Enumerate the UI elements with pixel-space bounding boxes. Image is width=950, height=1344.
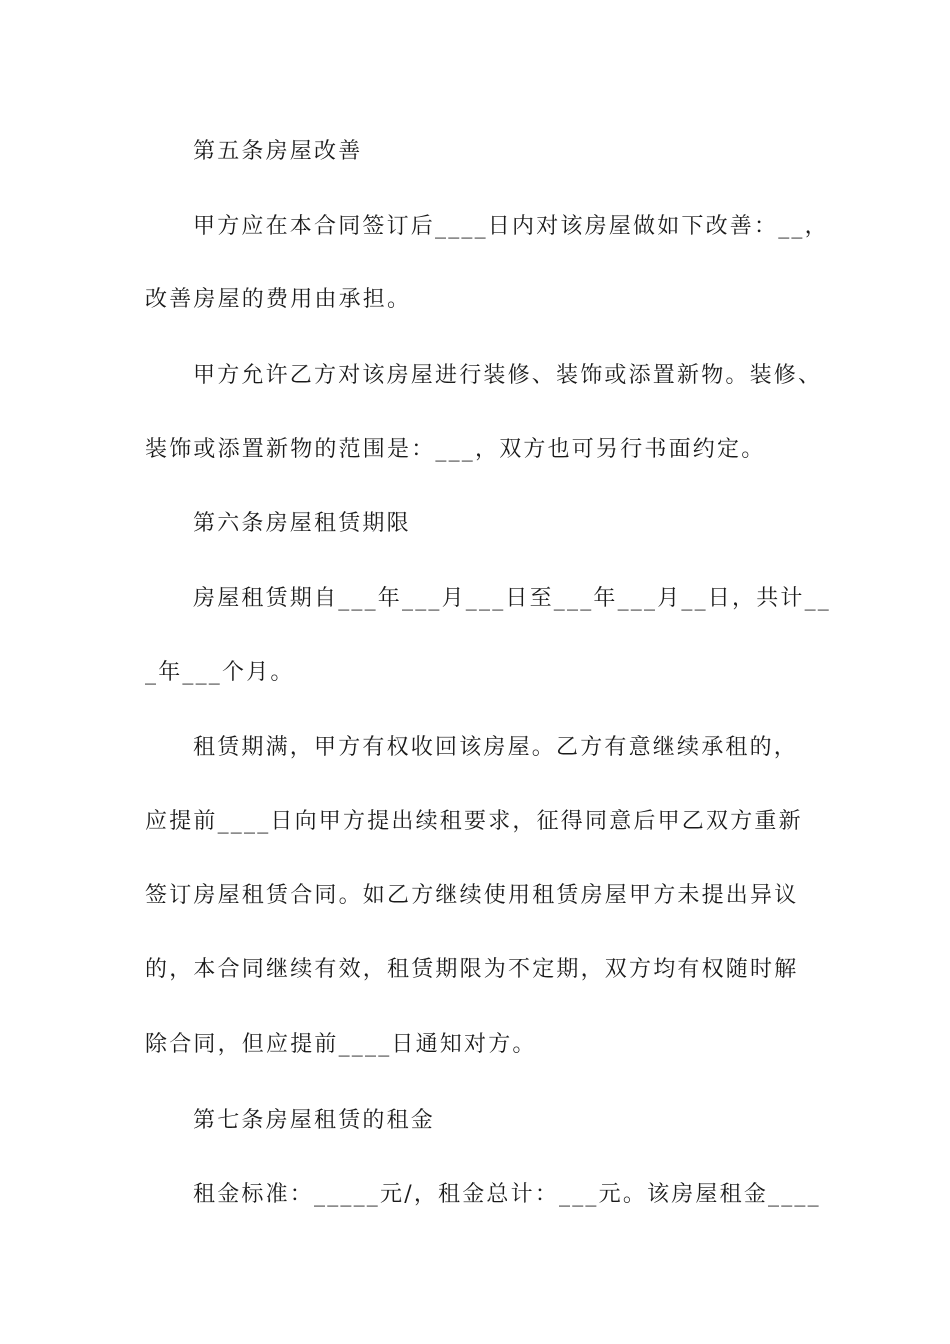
section-heading-5: 第五条房屋改善 (193, 139, 363, 164)
paragraph-line: 改善房屋的费用由承担。 (145, 287, 412, 312)
section-heading-6: 第六条房屋租赁期限 (193, 511, 411, 536)
paragraph-line: 租金标准：_____元/，租金总计：___元。该房屋租金____ (193, 1182, 821, 1207)
paragraph-line: 甲方允许乙方对该房屋进行装修、装饰或添置新物。装修、 (193, 363, 823, 388)
paragraph-line: 租赁期满，甲方有权收回该房屋。乙方有意继续承租的， (193, 735, 799, 760)
paragraph-line: 装饰或添置新物的范围是：___，双方也可另行书面约定。 (145, 437, 766, 462)
paragraph-line: 签订房屋租赁合同。如乙方继续使用租赁房屋甲方未提出异议 (145, 883, 799, 908)
paragraph-line: 应提前____日向甲方提出续租要求，征得同意后甲乙双方重新 (145, 809, 803, 834)
paragraph-line: 房屋租赁期自___年___月___日至___年___月__日，共计__ (193, 586, 832, 611)
section-heading-7: 第七条房屋租赁的租金 (193, 1108, 436, 1133)
paragraph-line: 除合同，但应提前____日通知对方。 (145, 1032, 537, 1057)
paragraph-line: 甲方应在本合同签订后____日内对该房屋做如下改善：__， (193, 214, 829, 239)
paragraph-line: 的，本合同继续有效，租赁期限为不定期，双方均有权随时解 (145, 957, 799, 982)
paragraph-line: _年___个月。 (145, 660, 295, 685)
